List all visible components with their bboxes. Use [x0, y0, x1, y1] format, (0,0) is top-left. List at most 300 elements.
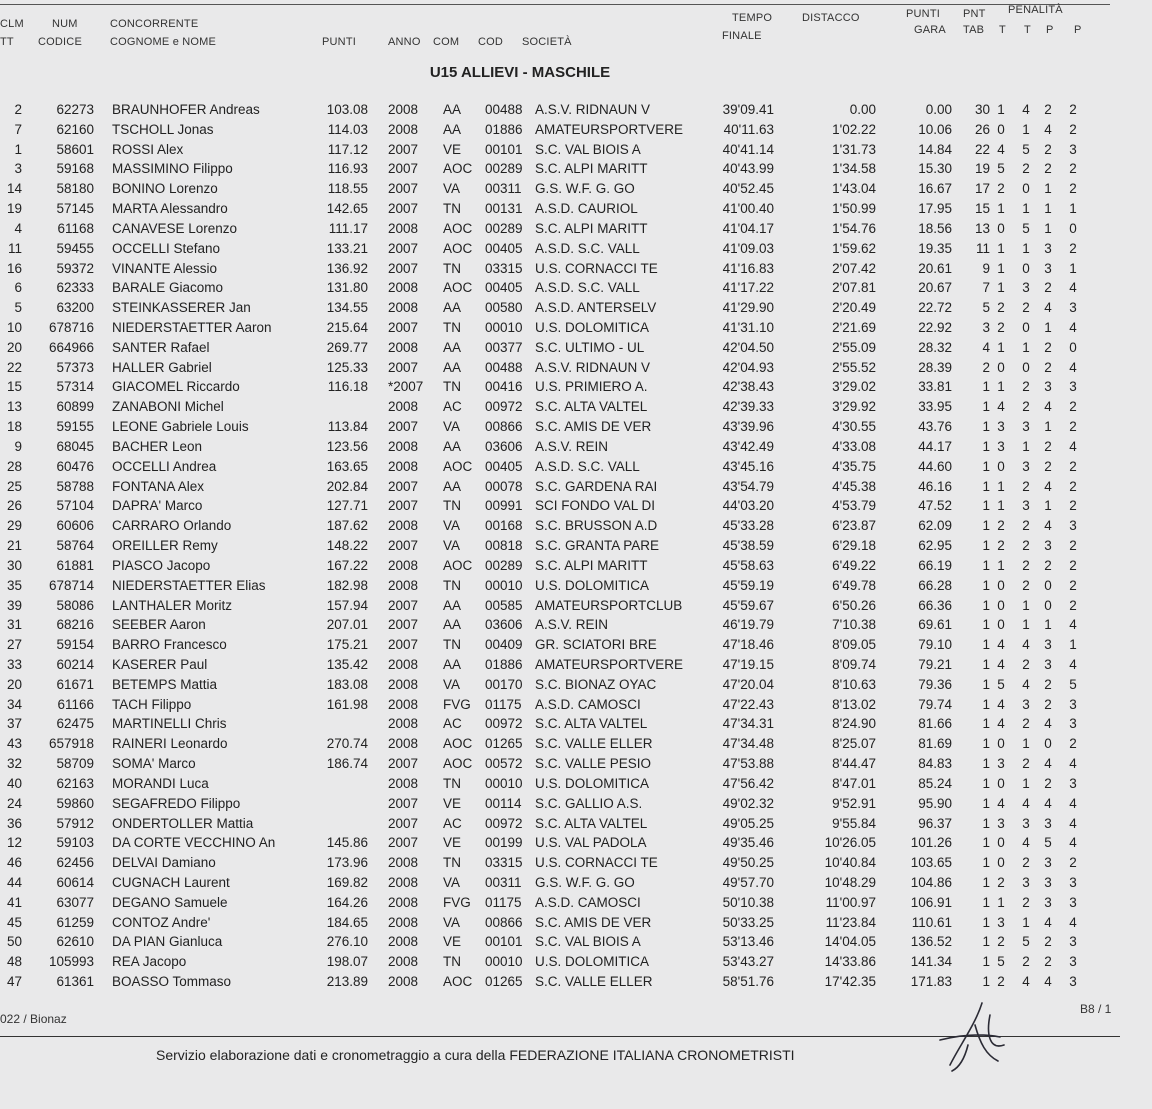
- cell-penalty-t1: 4: [997, 637, 1005, 653]
- cell-race-points: 81.69: [918, 736, 952, 752]
- cell-points: 270.74: [326, 736, 368, 752]
- table-row: [0, 417, 1152, 437]
- cell-position: 35: [6, 577, 22, 593]
- cell-code: 59455: [56, 240, 94, 256]
- cell-year: 2008: [388, 102, 419, 117]
- cell-penalty-t2: 5: [1022, 220, 1030, 236]
- cell-gap: 4'33.08: [832, 438, 876, 454]
- cell-code: 62475: [56, 716, 94, 732]
- cell-name: SEGAFREDO Filippo: [112, 795, 241, 811]
- cell-gap: 8'24.90: [832, 716, 876, 732]
- cell-club-code: 03315: [485, 855, 523, 871]
- table-row: [0, 675, 1152, 695]
- cell-penalty-t2: 3: [1022, 498, 1030, 514]
- cell-name: NIEDERSTAETTER Elias: [112, 577, 266, 593]
- cell-final-time: 58'51.76: [722, 974, 774, 990]
- cell-name: OCCELLI Andrea: [112, 458, 217, 474]
- cell-code: 58086: [56, 597, 94, 613]
- cell-penalty-t1: 1: [997, 260, 1005, 276]
- cell-club: U.S. DOLOMITICA: [535, 320, 650, 336]
- cell-final-time: 45'58.63: [722, 557, 774, 573]
- cell-committee: TN: [443, 201, 461, 217]
- cell-club: S.C. ALPI MARITT: [535, 161, 648, 177]
- cell-name: MASSIMINO Filippo: [112, 161, 233, 177]
- cell-code: 58180: [56, 181, 94, 197]
- cell-position: 6: [14, 280, 22, 296]
- cell-penalty-t2: 2: [1022, 577, 1030, 593]
- cell-club-code: 00972: [485, 716, 523, 732]
- cell-penalty-p1: 2: [1044, 696, 1052, 712]
- cell-name: SOMA' Marco: [112, 756, 196, 772]
- cell-club: SCI FONDO VAL DI: [535, 498, 656, 514]
- cell-name: CARRARO Orlando: [112, 518, 232, 534]
- cell-committee: TN: [443, 379, 461, 395]
- cell-table-points: 1: [982, 815, 990, 831]
- cell-race-points: 85.24: [918, 775, 952, 791]
- col-codice: CODICE: [38, 36, 82, 48]
- cell-year: 2008: [388, 736, 419, 752]
- table-row: [0, 199, 1152, 219]
- cell-penalty-p2: 3: [1069, 874, 1077, 890]
- cell-race-points: 62.95: [918, 538, 952, 554]
- cell-club-code: 00585: [485, 597, 523, 613]
- cell-code: 61671: [56, 676, 94, 692]
- cell-gap: 10'40.84: [824, 855, 876, 871]
- cell-club-code: 00311: [485, 181, 522, 197]
- cell-club-code: 00311: [485, 874, 522, 890]
- cell-gap: 4'53.79: [832, 498, 876, 514]
- cell-club: U.S. DOLOMITICA: [535, 577, 650, 593]
- cell-code: 61361: [56, 974, 94, 990]
- cell-table-points: 1: [982, 835, 990, 851]
- cell-committee: TN: [443, 320, 461, 336]
- cell-year: 2007: [388, 815, 419, 831]
- cell-name: BOASSO Tommaso: [112, 974, 232, 990]
- cell-name: HALLER Gabriel: [112, 359, 212, 375]
- cell-penalty-p1: 2: [1044, 775, 1052, 791]
- cell-penalty-t2: 3: [1022, 696, 1030, 712]
- table-row: [0, 655, 1152, 675]
- cell-club: A.S.D. CAMOSCI: [535, 696, 641, 712]
- cell-year: 2007: [388, 419, 419, 435]
- cell-penalty-t1: 3: [997, 419, 1005, 435]
- table-row: [0, 893, 1152, 913]
- table-row: [0, 932, 1152, 952]
- cell-table-points: 1: [982, 538, 990, 554]
- col-tempo: TEMPO: [732, 12, 773, 24]
- cell-table-points: 1: [982, 974, 990, 990]
- cell-club: G.S. W.F. G. GO: [535, 874, 635, 890]
- col-punti: PUNTI: [322, 36, 356, 48]
- table-row: [0, 377, 1152, 397]
- cell-final-time: 49'05.25: [722, 815, 774, 831]
- cell-club-code: 00488: [485, 359, 523, 375]
- cell-committee: VE: [443, 795, 462, 811]
- col-p2: P: [1074, 24, 1082, 36]
- cell-year: 2008: [388, 557, 419, 573]
- cell-final-time: 43'45.16: [722, 458, 774, 474]
- cell-year: 2007: [388, 637, 419, 653]
- cell-race-points: 66.19: [918, 557, 952, 573]
- cell-committee: AOC: [443, 974, 473, 990]
- cell-code: 59168: [56, 161, 94, 177]
- cell-club: S.C. ULTIMO - UL: [535, 339, 645, 355]
- cell-position: 3: [14, 161, 22, 177]
- cell-final-time: 41'16.83: [722, 260, 774, 276]
- cell-final-time: 49'35.46: [722, 835, 774, 851]
- cell-position: 18: [6, 419, 22, 435]
- cell-club-code: 00405: [485, 458, 523, 474]
- cell-penalty-p2: 3: [1069, 696, 1077, 712]
- cell-penalty-t1: 0: [997, 855, 1005, 871]
- cell-points: 142.65: [326, 201, 368, 217]
- cell-club-code: 00416: [485, 379, 523, 395]
- cell-penalty-p2: 3: [1069, 518, 1077, 534]
- cell-code: 58788: [56, 478, 94, 494]
- cell-penalty-t1: 1: [997, 240, 1005, 256]
- cell-club-code: 00572: [485, 756, 523, 772]
- cell-penalty-t1: 2: [997, 181, 1005, 197]
- cell-penalty-t1: 2: [997, 538, 1005, 554]
- cell-club-code: 00289: [485, 557, 523, 573]
- cell-table-points: 2: [982, 359, 990, 375]
- table-row: [0, 179, 1152, 199]
- table-row: [0, 814, 1152, 834]
- cell-table-points: 22: [974, 141, 990, 157]
- cell-penalty-t1: 4: [997, 656, 1005, 672]
- cell-code: 63200: [56, 300, 94, 316]
- cell-year: 2008: [388, 300, 419, 316]
- cell-final-time: 47'34.48: [722, 736, 774, 752]
- cell-table-points: 1: [982, 518, 990, 534]
- cell-club: A.S.D. CAURIOL: [535, 201, 638, 217]
- cell-name: TSCHOLL Jonas: [112, 121, 214, 137]
- cell-name: ROSSI Alex: [112, 141, 184, 157]
- cell-name: BARALE Giacomo: [112, 280, 224, 296]
- cell-year: 2007: [388, 795, 419, 811]
- cell-penalty-t2: 3: [1022, 280, 1030, 296]
- cell-final-time: 42'04.50: [722, 339, 774, 355]
- col-concorrente: CONCORRENTE: [110, 18, 199, 30]
- cell-penalty-t1: 1: [997, 557, 1005, 573]
- cell-name: MORANDI Luca: [112, 775, 209, 791]
- cell-points: 116.93: [327, 161, 368, 177]
- cell-penalty-p1: 3: [1044, 656, 1052, 672]
- cell-club: AMATEURSPORTCLUB: [535, 597, 683, 613]
- cell-code: 62160: [56, 121, 94, 137]
- cell-race-points: 43.76: [918, 419, 952, 435]
- cell-penalty-p2: 3: [1069, 775, 1077, 791]
- cell-table-points: 1: [982, 597, 990, 613]
- cell-position: 2: [14, 102, 22, 117]
- cell-gap: 8'47.01: [832, 775, 876, 791]
- cell-penalty-t1: 4: [997, 399, 1005, 415]
- cell-club: U.S. CORNACCI TE: [535, 855, 658, 871]
- cell-race-points: 79.36: [918, 676, 952, 692]
- cell-committee: TN: [443, 637, 461, 653]
- cell-final-time: 46'19.79: [722, 617, 774, 633]
- cell-final-time: 50'33.25: [722, 914, 774, 930]
- cell-penalty-t2: 1: [1022, 775, 1030, 791]
- cell-penalty-t2: 1: [1022, 240, 1030, 256]
- cell-final-time: 47'53.88: [722, 756, 774, 772]
- cell-penalty-p2: 2: [1069, 736, 1077, 752]
- cell-position: 50: [6, 934, 22, 950]
- cell-committee: AA: [443, 597, 462, 613]
- cell-committee: TN: [443, 775, 461, 791]
- cell-club-code: 00488: [485, 102, 523, 117]
- cell-club: S.C. GARDENA RAI: [535, 478, 658, 494]
- cell-committee: VA: [443, 538, 461, 554]
- cell-club: U.S. CORNACCI TE: [535, 260, 658, 276]
- cell-name: DA PIAN Gianluca: [112, 934, 223, 950]
- cell-points: 145.86: [326, 835, 368, 851]
- cell-code: 62610: [56, 934, 94, 950]
- table-row: [0, 477, 1152, 497]
- cell-code: 63077: [56, 894, 94, 910]
- cell-club-code: 00170: [485, 676, 523, 692]
- cell-penalty-p2: 4: [1069, 359, 1077, 375]
- cell-gap: 9'52.91: [832, 795, 876, 811]
- cell-position: 15: [6, 379, 22, 395]
- table-row: [0, 318, 1152, 338]
- cell-penalty-t2: 1: [1022, 597, 1030, 613]
- cell-position: 36: [6, 815, 22, 831]
- cell-points: 113.84: [327, 419, 368, 435]
- cell-points: 131.80: [326, 280, 368, 296]
- cell-penalty-p2: 4: [1069, 320, 1077, 336]
- cell-club-code: 00199: [485, 835, 523, 851]
- cell-penalty-t2: 4: [1022, 835, 1030, 851]
- cell-table-points: 1: [982, 498, 990, 514]
- cell-penalty-t1: 1: [997, 201, 1005, 217]
- cell-final-time: 43'54.79: [722, 478, 774, 494]
- cell-gap: 1'02.22: [832, 121, 876, 137]
- cell-penalty-p2: 4: [1069, 280, 1077, 296]
- cell-race-points: 28.32: [918, 339, 952, 355]
- cell-penalty-t1: 0: [997, 220, 1005, 236]
- cell-penalty-p2: 2: [1069, 478, 1077, 494]
- table-row: [0, 695, 1152, 715]
- cell-penalty-t1: 5: [997, 161, 1005, 177]
- cell-name: LANTHALER Moritz: [112, 597, 233, 613]
- cell-points: 116.18: [327, 379, 368, 395]
- cell-year: 2008: [388, 280, 419, 296]
- table-row: [0, 219, 1152, 239]
- cell-penalty-p2: 3: [1069, 894, 1077, 910]
- cell-final-time: 49'02.32: [722, 795, 774, 811]
- cell-penalty-t1: 0: [997, 121, 1005, 137]
- cell-race-points: 103.65: [910, 855, 952, 871]
- cell-penalty-t2: 1: [1022, 438, 1030, 454]
- cell-committee: AA: [443, 617, 462, 633]
- cell-penalty-t2: 4: [1022, 795, 1030, 811]
- cell-penalty-t2: 5: [1022, 141, 1030, 157]
- cell-committee: AA: [443, 121, 462, 137]
- cell-penalty-p1: 2: [1044, 359, 1052, 375]
- cell-penalty-p1: 2: [1044, 676, 1052, 692]
- cell-penalty-p2: 3: [1069, 974, 1077, 990]
- cell-race-points: 104.86: [910, 874, 952, 890]
- cell-table-points: 5: [982, 300, 990, 316]
- cell-penalty-t2: 1: [1022, 201, 1030, 217]
- cell-penalty-t1: 4: [997, 795, 1005, 811]
- cell-position: 22: [6, 359, 22, 375]
- cell-committee: AA: [443, 359, 462, 375]
- cell-race-points: 110.61: [911, 914, 952, 930]
- cell-gap: 17'42.35: [824, 974, 876, 990]
- cell-final-time: 53'43.27: [722, 954, 774, 970]
- cell-final-time: 47'22.43: [722, 696, 774, 712]
- table-row: [0, 754, 1152, 774]
- cell-penalty-p1: 3: [1044, 894, 1052, 910]
- cell-race-points: 95.90: [918, 795, 952, 811]
- cell-committee: AOC: [443, 220, 473, 236]
- cell-gap: 11'00.97: [825, 894, 876, 910]
- cell-final-time: 45'33.28: [722, 518, 774, 534]
- cell-gap: 4'30.55: [832, 419, 876, 435]
- cell-penalty-p1: 4: [1044, 300, 1052, 316]
- cell-gap: 10'26.05: [824, 835, 876, 851]
- cell-penalty-p1: 2: [1044, 934, 1052, 950]
- cell-year: 2008: [388, 518, 419, 534]
- cell-position: 28: [6, 458, 22, 474]
- cell-club-code: 03315: [485, 260, 523, 276]
- cell-club-code: 00101: [485, 934, 523, 950]
- cell-code: 59155: [56, 419, 94, 435]
- cell-club: S.C. BRUSSON A.D: [535, 518, 658, 534]
- cell-gap: 11'23.84: [825, 914, 876, 930]
- cell-committee: FVG: [443, 894, 471, 910]
- cell-points: 202.84: [326, 478, 368, 494]
- cell-year: 2007: [388, 141, 419, 157]
- cell-position: 32: [6, 756, 22, 772]
- table-row: [0, 615, 1152, 635]
- cell-race-points: 136.52: [910, 934, 952, 950]
- cell-committee: AOC: [443, 280, 473, 296]
- cell-club: A.S.D. S.C. VALL: [535, 458, 640, 474]
- cell-club-code: 00168: [485, 518, 523, 534]
- cell-penalty-t1: 2: [997, 874, 1005, 890]
- cell-penalty-t1: 1: [997, 379, 1005, 395]
- cell-table-points: 17: [974, 181, 990, 197]
- col-com: COM: [433, 36, 460, 48]
- cell-committee: AOC: [443, 557, 473, 573]
- table-row: [0, 496, 1152, 516]
- cell-final-time: 39'09.41: [722, 102, 774, 117]
- cell-final-time: 40'11.63: [723, 121, 774, 137]
- cell-club: S.C. ALTA VALTEL: [535, 399, 648, 415]
- cell-penalty-p1: 4: [1044, 914, 1052, 930]
- cell-club: U.S. VAL PADOLA: [535, 835, 647, 851]
- cell-table-points: 7: [982, 280, 990, 296]
- cell-penalty-p1: 2: [1044, 280, 1052, 296]
- cell-penalty-t2: 0: [1022, 260, 1030, 276]
- cell-penalty-t1: 1: [997, 102, 1005, 117]
- cell-club-code: 01175: [485, 894, 522, 910]
- cell-committee: AA: [443, 102, 462, 117]
- cell-club-code: 00866: [485, 419, 523, 435]
- cell-gap: 2'55.09: [832, 339, 876, 355]
- cell-committee: AOC: [443, 240, 473, 256]
- cell-penalty-t2: 2: [1022, 894, 1030, 910]
- cell-position: 41: [6, 894, 22, 910]
- cell-points: 114.03: [327, 121, 368, 137]
- cell-table-points: 1: [982, 637, 990, 653]
- cell-penalty-t1: 0: [997, 617, 1005, 633]
- cell-year: 2008: [388, 458, 419, 474]
- cell-club-code: 03606: [485, 617, 523, 633]
- cell-penalty-t2: 2: [1022, 399, 1030, 415]
- cell-code: 58709: [56, 756, 94, 772]
- cell-committee: VA: [443, 676, 461, 692]
- cell-code: 59154: [56, 637, 94, 653]
- cell-name: BETEMPS Mattia: [112, 676, 218, 692]
- cell-club-code: 00078: [485, 478, 523, 494]
- cell-final-time: 47'56.42: [722, 775, 774, 791]
- cell-penalty-t1: 0: [997, 597, 1005, 613]
- cell-table-points: 1: [982, 458, 990, 474]
- cell-code: 57314: [56, 379, 94, 395]
- cell-penalty-p2: 2: [1069, 161, 1077, 177]
- cell-gap: 10'48.29: [824, 874, 876, 890]
- table-row: [0, 536, 1152, 556]
- cell-penalty-p1: 0: [1044, 577, 1052, 593]
- cell-position: 45: [6, 914, 22, 930]
- cell-year: 2008: [388, 696, 419, 712]
- cell-year: 2007: [388, 320, 419, 336]
- cell-penalty-t1: 2: [997, 320, 1005, 336]
- cell-penalty-t1: 1: [997, 478, 1005, 494]
- cell-club: G.S. W.F. G. GO: [535, 181, 635, 197]
- cell-gap: 8'10.63: [832, 676, 876, 692]
- cell-club: S.C. BIONAZ OYAC: [535, 676, 657, 692]
- service-credit: Servizio elaborazione dati e cronometraggio a cura della FEDERAZIONE ITALIANA CRONOMETRISTI: [156, 1047, 795, 1063]
- cell-club: S.C. ALPI MARITT: [535, 220, 648, 236]
- cell-table-points: 1: [982, 379, 990, 395]
- cell-race-points: 79.21: [918, 656, 952, 672]
- col-distacco: DISTACCO: [802, 12, 860, 24]
- cell-position: 44: [6, 874, 22, 890]
- cell-gap: 8'09.05: [832, 637, 876, 653]
- cell-year: 2008: [388, 656, 419, 672]
- cell-final-time: 40'43.99: [722, 161, 774, 177]
- cell-club: U.S. PRIMIERO A.: [535, 379, 648, 395]
- table-row: [0, 259, 1152, 279]
- cell-penalty-t2: 2: [1022, 557, 1030, 573]
- cell-final-time: 40'41.14: [722, 141, 774, 157]
- cell-name: CUGNACH Laurent: [112, 874, 230, 890]
- cell-points: 117.12: [327, 141, 368, 157]
- cell-final-time: 45'59.67: [722, 597, 774, 613]
- cell-position: 20: [6, 676, 22, 692]
- cell-name: BACHER Leon: [112, 438, 203, 454]
- cell-club: AMATEURSPORTVERE: [535, 656, 684, 672]
- table-row: [0, 457, 1152, 477]
- cell-race-points: 141.34: [910, 954, 952, 970]
- cell-gap: 2'55.52: [832, 359, 876, 375]
- cell-race-points: 17.95: [918, 201, 952, 217]
- cell-gap: 6'49.22: [832, 557, 876, 573]
- cell-penalty-t2: 3: [1022, 815, 1030, 831]
- cell-points: 125.33: [326, 359, 368, 375]
- cell-points: 103.08: [326, 102, 368, 117]
- table-row: [0, 516, 1152, 536]
- cell-code: 61259: [56, 914, 94, 930]
- cell-penalty-p1: 0: [1044, 597, 1052, 613]
- cell-table-points: 11: [975, 240, 990, 256]
- cell-table-points: 3: [982, 320, 990, 336]
